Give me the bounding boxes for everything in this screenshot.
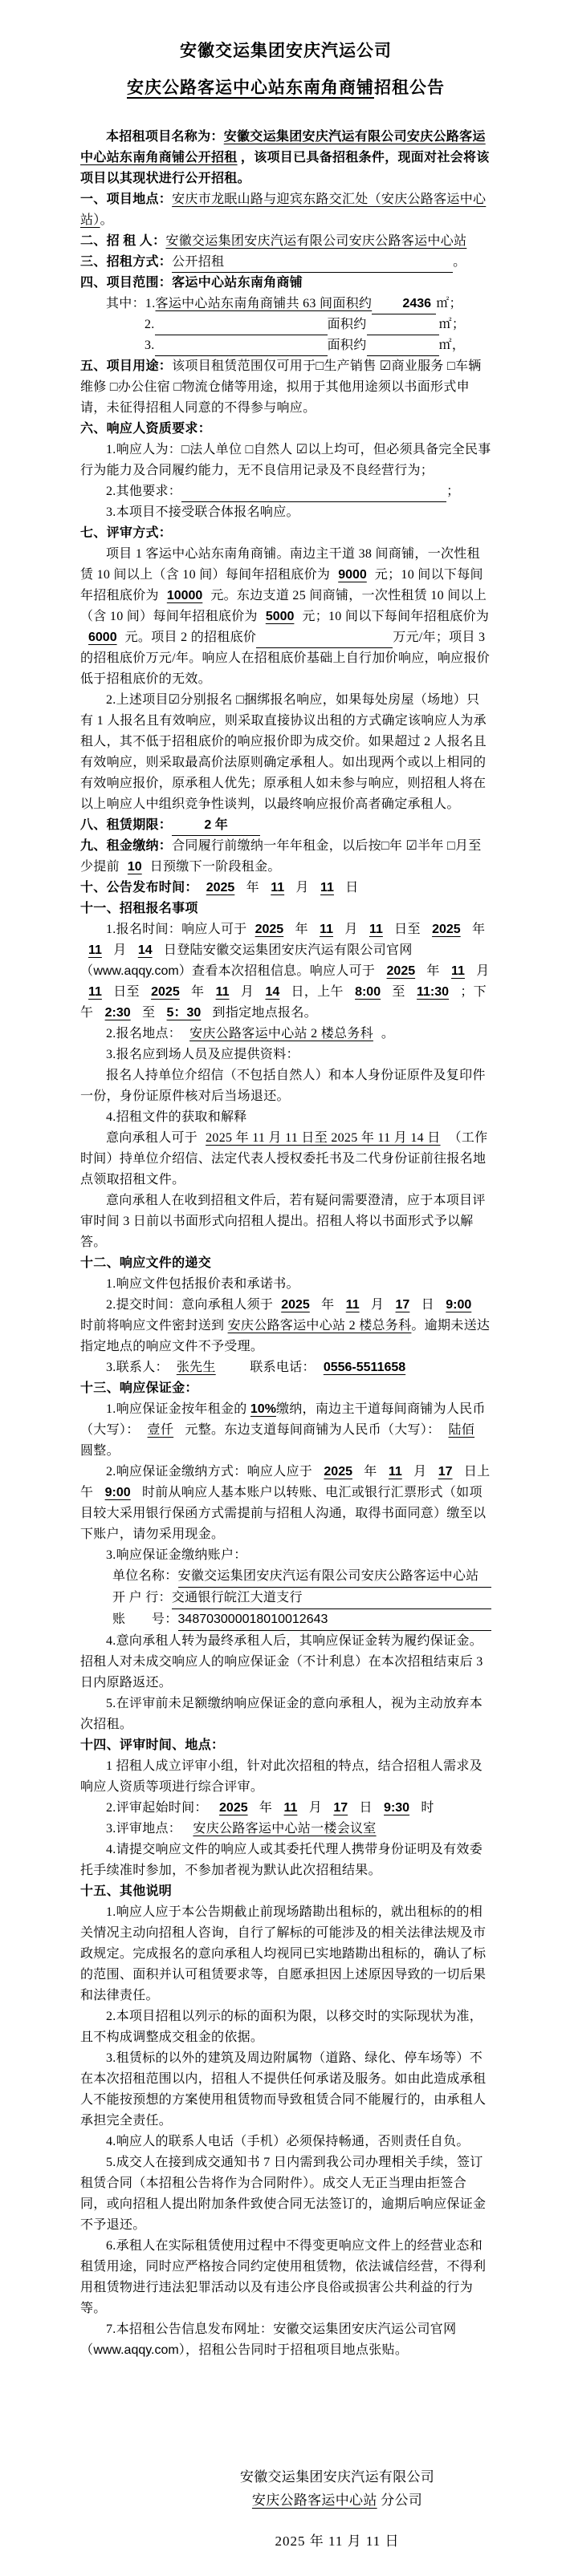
- text-run: 4.意向承租人转为最终承租人后，其响应保证金转为履约保证金。招租人对未成交响应人的响应保证金（不计利息）在本次招租结束后 3 日内原路返还。: [80, 1634, 483, 1690]
- filled-field-text: 壹仟: [147, 1423, 174, 1437]
- text-run: 年: [291, 923, 312, 936]
- text-run: 2.本项目招租以列示的标的面积为限，以移交时的实际现状为准，且不构成调整成交租金的依据。: [80, 2010, 483, 2044]
- text-run: ㎡；: [436, 297, 462, 310]
- filled-field-text: 2025 年 11 月 11 日至 2025 年 11 月 14 日: [206, 1131, 441, 1145]
- text-run: 客运中心站东南角商铺: [172, 276, 303, 290]
- filled-field-text: 11: [88, 985, 102, 999]
- text-run: 意向承租人可于: [106, 1131, 198, 1145]
- text-run: 2.提交时间：意向承租人须于: [106, 1298, 274, 1312]
- text-run: 1.响应文件包括报价表和承诺书。: [106, 1277, 299, 1291]
- paragraph-3: [80, 231, 491, 252]
- filled-field-text: 安徽交运集团安庆汽运有限公司安庆公路客运中心站: [178, 1566, 491, 1588]
- text-run: 月: [341, 923, 361, 936]
- text-run: 2.其他要求：: [106, 485, 182, 498]
- text-run: ，该项目已具备招租条件，现面对社会将该项目以其现状进行公开招租。: [80, 151, 490, 185]
- text-run: 。: [100, 213, 113, 227]
- signature-branch-underlined: 安庆公路客运中心站: [251, 2493, 377, 2508]
- paragraph-43: [80, 1798, 491, 1819]
- text-run: 十、公告发布时间：: [80, 881, 198, 895]
- filled-field-text: 2025: [324, 1465, 352, 1479]
- paragraph-37: [112, 1588, 491, 1609]
- text-run: 八、租赁期限：: [80, 818, 173, 832]
- text-run: 3.评审地点：: [106, 1822, 185, 1836]
- text-run: 日: [341, 881, 359, 895]
- text-run: 七、评审方式：: [80, 526, 173, 540]
- paragraph-15: [80, 544, 491, 690]
- paragraph-4: [80, 252, 491, 273]
- document-title-line2: [80, 74, 491, 103]
- filled-field-text: 0556-5511658: [323, 1361, 406, 1374]
- text-run: 元。东边支道 25 间商铺，一次性租赁 10 间以上（含 10 间）每间年招租底价为: [80, 589, 487, 623]
- filled-field-text: [256, 628, 393, 648]
- paragraph-51: [80, 2152, 491, 2236]
- text-run: 月: [109, 943, 130, 957]
- paragraph-14: [80, 523, 491, 544]
- text-run: 6.承租人在实际租赁使用过程中不得变更响应文件上的经营业态和租赁用途，同时应严格按合同约定使用租赁物，依法诚信经营，不得利用租赁物进行违法犯罪活动以及有违公序良俗或损害公共利益的行为等。: [80, 2239, 487, 2315]
- paragraph-41: [80, 1735, 491, 1756]
- text-run: 。逾期未送达指定地点的响应文件不予受理。: [80, 1319, 491, 1353]
- signature-date: 2025 年 11 月 11 日: [275, 2533, 400, 2549]
- text-run: 时前从响应人基本账户以转账、电汇或银行汇票形式（如项目较大采用银行保函方式需提前与招租人沟通，取得书面同意）缴至以下账户，请勿采用现金。: [80, 1486, 487, 1541]
- text-run: 元；10 间以下每间年招租底价为: [80, 568, 483, 602]
- text-run: 3.联系人：: [106, 1361, 169, 1374]
- text-run: 1.响应保证金按年租金的: [106, 1402, 250, 1416]
- title-underlined-part: 安庆公路客运中心站东南角商铺: [127, 79, 374, 97]
- filled-field-text: 11: [345, 1298, 360, 1312]
- filled-field-text: [155, 315, 328, 335]
- paragraph-42: [80, 1756, 491, 1798]
- text-run: 账 号：: [112, 1613, 178, 1626]
- text-run: 至: [389, 985, 409, 999]
- filled-field-text: 17: [333, 1801, 348, 1815]
- text-run: 3.租赁标的以外的建筑及周边附属物（道路、绿化、停车场等）不在本次招租范围以内，招租人不提供任何承诺及服务。如由此造成承租人不能按预想的方案使用租赁物而导致租赁合同不能履行的，由承租人承担完全责任。: [80, 2051, 487, 2128]
- filled-field-text: 2025: [432, 923, 461, 936]
- text-run: （工作时间）持单位介绍信、法定代表人授权委托书及二代身份证前往报名地点领取招租文件。: [80, 1131, 488, 1187]
- text-run: 。: [453, 255, 466, 269]
- text-run: 联系电话：: [223, 1361, 316, 1374]
- paragraph-5: [80, 273, 491, 294]
- text-run: 一、项目地点：: [80, 193, 173, 206]
- filled-field-text: [367, 336, 439, 356]
- filled-field-text: 2025: [386, 964, 416, 978]
- paragraph-28: [80, 1253, 491, 1274]
- filled-field-text: 10%: [250, 1402, 276, 1416]
- text-run: 日，上午: [287, 985, 348, 999]
- filled-field-text: 14: [137, 943, 153, 957]
- filled-field-text: 2025: [255, 923, 284, 936]
- text-run: 日预缴下一阶段租金。: [149, 860, 281, 874]
- filled-field-text: 2025: [281, 1298, 310, 1312]
- text-run: 万元/年；项目 3 的招租底价万元/年。响应人在招租底价基础上自行加价响应，响应报价低于招租底价的无效。: [80, 631, 491, 686]
- paragraph-19: [80, 878, 491, 899]
- text-run: 1.响应人为：□法人单位 □自然人 ☑以上均可，但必须具备完全民事行为能力及合同履约能力，无不良信用记录及不良经营行为；: [80, 443, 491, 477]
- paragraph-49: [80, 2048, 491, 2132]
- text-run: 十四、评审时间、地点：: [80, 1738, 225, 1752]
- filled-field-text: 5000: [265, 610, 295, 623]
- text-run: 十三、响应保证金：: [80, 1381, 198, 1395]
- paragraph-34: [80, 1462, 491, 1545]
- text-run: www.aqqy.com: [93, 2343, 179, 2357]
- text-run: 5.成交人在接到成交通知书 7 日内需到我公司办理相关手续，签订租赁合同（本招租公告将作为合同附件）。成交人无正当理由拒签合同，或向招租人提出附加条件致使合同无法签订的，逾期后响应保证金不予退还。: [80, 2156, 487, 2232]
- text-run: 四、项目范围：: [80, 276, 173, 290]
- text-run: 月: [409, 1465, 430, 1479]
- text-run: 4.响应人的联系人电话（手机）必须保持畅通，否则责任自负。: [106, 2135, 470, 2148]
- filled-field-text: 9000: [338, 568, 367, 582]
- filled-field-text: 陆佰: [448, 1423, 475, 1437]
- filled-field-text: 10000: [166, 589, 203, 602]
- text-run: 元整。东边支道每间商铺为人民币（大写）：: [181, 1423, 441, 1437]
- filled-field-text: 张先生: [176, 1361, 216, 1374]
- text-run: 开 户 行：: [112, 1591, 172, 1604]
- paragraph-16: [80, 690, 491, 815]
- text-run: 日至: [390, 923, 425, 936]
- filled-field-text: 6000: [88, 631, 117, 644]
- paragraph-26: [80, 1128, 491, 1191]
- text-run: 日上午: [80, 1465, 491, 1499]
- filled-field-text: 11: [451, 964, 465, 978]
- text-run: 十二、响应文件的递交: [80, 1256, 212, 1270]
- text-run: 2.: [145, 318, 155, 331]
- paragraph-32: [80, 1378, 491, 1399]
- text-run: 1.响应人应于本公告期截止前现场踏勘出租标的，就出租标的的相关情况主动向招租人咨询，自行了解标的可能涉及的相关法律法规及市政规定。完成报名的意向承租人均视同已实地踏勘出租标的，确认了标的范围、面积并认可租赁要求等，自愿承担因上述原因导致的一切后果和法律责任。: [80, 1905, 487, 2002]
- text-run: 合同履行前缴纳一年年租金，以后按□年 ☑半年 □月至少提前: [80, 839, 482, 874]
- paragraph-24: [80, 1065, 491, 1107]
- paragraph-7: [145, 314, 491, 335]
- text-run: 报名人持单位介绍信（不包括自然人）和本人身份证原件及复印件一份，身份证原件核对后当场退还。: [80, 1069, 486, 1103]
- paragraph-2: [80, 189, 491, 231]
- paragraph-30: [80, 1295, 491, 1357]
- text-run: 九、租金缴纳：: [80, 839, 173, 853]
- text-run: 4.招租文件的获取和解释: [106, 1110, 247, 1124]
- filled-field-text: 17: [438, 1465, 453, 1479]
- text-run: 到指定地点报名。: [209, 1006, 317, 1020]
- paragraph-10: [80, 419, 491, 440]
- text-run: 日: [417, 1298, 438, 1312]
- text-run: 。: [381, 1027, 395, 1041]
- document-title-line1: 安徽交运集团安庆汽运公司: [180, 42, 392, 60]
- filled-field-text: 5：30: [166, 1006, 202, 1020]
- text-run: 时: [417, 1801, 434, 1815]
- text-run: 1 招租人成立评审小组，针对此次招租的特点，结合招租人需求及响应人资质等项进行综合评审。: [80, 1759, 483, 1794]
- paragraph-13: [80, 502, 491, 523]
- document-body: [80, 127, 491, 2361]
- signature-company-line2: [233, 2489, 442, 2512]
- paragraph-6: [80, 294, 491, 314]
- text-run: 3.响应保证金缴纳账户：: [106, 1548, 247, 1562]
- filled-field-text: 2:30: [104, 1006, 131, 1020]
- text-run: 三、招租方式：: [80, 255, 173, 269]
- filled-field-text: 安庆市龙眠山路与迎宾东路交汇处（安庆公路客运中心站）: [80, 193, 487, 227]
- text-run: 2.报名地点：: [106, 1027, 182, 1041]
- filled-field-text: 9:00: [446, 1298, 472, 1312]
- filled-field-text: 8:00: [355, 985, 381, 999]
- text-run: 1.报名时间：响应人可于: [106, 923, 247, 936]
- filled-field-text: 9:30: [384, 1801, 410, 1815]
- text-run: 至: [138, 1006, 159, 1020]
- paragraph-44: [80, 1819, 491, 1840]
- text-run: 3.本项目不接受联合体报名响应。: [106, 505, 299, 519]
- text-run: 元。项目 2 的招租底价: [124, 631, 257, 644]
- paragraph-11: [80, 440, 491, 481]
- paragraph-38: [112, 1609, 491, 1631]
- text-run: 年: [423, 964, 444, 978]
- text-run: 7.本招租公告信息发布网址：安徽交运集团安庆汽运公司官网（: [80, 2322, 457, 2357]
- filled-field-text: 2 年: [172, 816, 260, 836]
- filled-field-text: 公开招租: [172, 253, 453, 273]
- filled-field-text: 9:00: [104, 1486, 131, 1499]
- filled-field-text: 安庆公路客运中心站 2 楼总务科: [189, 1027, 373, 1041]
- text-run: 日: [356, 1801, 377, 1815]
- paragraph-35: [80, 1545, 491, 1566]
- paragraph-21: [80, 919, 491, 1024]
- paragraph-20: [80, 899, 491, 919]
- text-run: 年: [317, 1298, 338, 1312]
- text-run: 单位名称：: [112, 1569, 178, 1583]
- text-run: 面积约: [327, 339, 367, 352]
- paragraph-12: [80, 481, 491, 502]
- filled-field-text: 2025: [219, 1801, 248, 1815]
- text-run: 3.报名应到场人员及应提供资料：: [106, 1048, 299, 1061]
- filled-field-text: 11: [88, 943, 102, 957]
- text-run: 五、项目用途：: [80, 359, 173, 373]
- text-run: 年: [255, 1801, 276, 1815]
- title-rest-part: 招租公告: [374, 79, 445, 97]
- text-run: 十一、招租报名事项: [80, 902, 198, 915]
- text-run: 该项目租赁范围仅可用于□生产销售 ☑商业服务 □车辆维修 □办公住宿 □物流仓储等用途，拟用于其他用途须以书面形式申请，未征得招租人同意的不得参与响应。: [80, 359, 482, 415]
- text-run: 圆整。: [80, 1444, 120, 1458]
- paragraph-31: [80, 1357, 491, 1378]
- text-run: 十五、其他说明: [80, 1884, 173, 1898]
- paragraph-22: [80, 1024, 491, 1045]
- text-run: 5.在评审前未足额缴纳响应保证金的意向承租人，视为主动放弃本次招租。: [80, 1697, 483, 1731]
- text-run: 时前将响应文件密封送到: [80, 1319, 228, 1333]
- text-run: 3.: [145, 339, 155, 352]
- filled-field-text: [155, 336, 328, 356]
- text-run: ；下午: [80, 985, 487, 1020]
- text-run: 意向承租人在收到招租文件后，若有疑问需要澄清，应于本项目评审时间 3 日前以书面形式向招租人提出。招租人将以书面形式予以解答。: [80, 1194, 486, 1249]
- text-run: 本招租项目名称为：: [106, 130, 224, 144]
- text-run: 月: [367, 1298, 388, 1312]
- text-run: 六、响应人资质要求：: [80, 422, 212, 436]
- text-run: 月: [305, 1801, 326, 1815]
- paragraph-9: [80, 356, 491, 419]
- filled-field-text: [181, 482, 446, 502]
- text-run: 月: [472, 964, 490, 978]
- text-run: www.aqqy.com: [93, 964, 179, 978]
- text-run: 年: [468, 923, 486, 936]
- paragraph-36: [112, 1566, 491, 1588]
- filled-field-text: 11: [320, 923, 334, 936]
- filled-field-text: 11: [215, 985, 230, 999]
- filled-field-text: 安徽交运集团安庆汽运有限公司安庆公路客运中心站东南角商铺公开招租: [80, 130, 486, 164]
- paragraph-53: [80, 2319, 491, 2361]
- paragraph-40: [80, 1694, 491, 1735]
- text-run: 二、招 租 人：: [80, 234, 166, 248]
- filled-field-text: 2025: [151, 985, 180, 999]
- filled-field-text: 交通银行皖江大道支行: [172, 1588, 491, 1609]
- filled-field-text: 348703000018010012643: [178, 1609, 491, 1631]
- text-run: 2.上述项目☑分别报名 □捆绑报名响应，如果每处房屋（场地）只有 1 人报名且有效响应，则采取直接协议出租的方式确定该响应人为承租人，其不低于招租底价的响应报价即为成交价。如果超过 2 人报名且有效响应，则采取最高价法原则确定承租人。如出现两个或以上相同的有效响应报价，原承租人优先；原承租人如未参与响应，则招租人将在以上响应人中组织竞争性谈判，以最终响应报价高者确定承租人。: [80, 693, 487, 811]
- filled-field-text: 11: [271, 881, 285, 895]
- paragraph-48: [80, 2006, 491, 2048]
- filled-field-text: 11: [320, 881, 334, 895]
- paragraph-17: [80, 815, 491, 836]
- text-run: 缴纳，南边主干道每间商铺为人民币（大写）：: [80, 1402, 486, 1437]
- filled-field-text: 11: [283, 1801, 298, 1815]
- text-run: ）查看本次招租信息。响应人可于: [178, 964, 379, 978]
- filled-field-text: 客运中心站东南角商铺共 63 间面积约: [155, 297, 373, 310]
- paragraph-27: [80, 1191, 491, 1253]
- filled-field-text: 14: [265, 985, 280, 999]
- paragraph-23: [80, 1045, 491, 1065]
- text-run: 项目 1 客运中心站东南角商铺。南边主干道 38 间商铺，一次性租赁 10 间以上（含 10 间）每间年招租底价为: [80, 547, 480, 582]
- text-run: 2.评审起始时间：: [106, 1801, 212, 1815]
- text-run: 日至: [109, 985, 144, 999]
- text-run: ；: [446, 485, 460, 498]
- filled-field-text: 11:30: [417, 985, 450, 999]
- paragraph-45: [80, 1840, 491, 1881]
- text-run: 年: [242, 881, 263, 895]
- paragraph-47: [80, 1902, 491, 2006]
- paragraph-39: [80, 1631, 491, 1694]
- paragraph-25: [80, 1107, 491, 1128]
- filled-field-text: [367, 315, 439, 335]
- text-run: ㎡；: [438, 318, 466, 331]
- text-run: 年: [360, 1465, 381, 1479]
- paragraph-1: [80, 127, 491, 189]
- text-run: ㎡，: [438, 339, 466, 352]
- paragraph-50: [80, 2132, 491, 2152]
- text-run: 元；10 间以下每间年招租底价为: [302, 610, 490, 623]
- filled-field-text: 2436: [372, 294, 436, 314]
- filled-field-text: 11: [369, 923, 383, 936]
- filled-field-text: 17: [395, 1298, 410, 1312]
- paragraph-29: [80, 1274, 491, 1295]
- filled-field-text: 安庆公路客运中心站 2 楼总务科: [227, 1319, 412, 1333]
- text-run: 日登陆安徽交运集团安庆汽运有限公司官网（: [80, 943, 413, 978]
- filled-field-text: 11: [388, 1465, 402, 1479]
- signature-company-line1: 安徽交运集团安庆汽运有限公司: [239, 2469, 435, 2485]
- paragraph-46: [80, 1881, 491, 1902]
- paragraph-33: [80, 1399, 491, 1462]
- filled-field-text: 2025: [206, 881, 235, 895]
- filled-field-text: 安徽交运集团安庆汽运有限公司安庆公路客运中心站: [165, 234, 467, 248]
- text-run: 月: [292, 881, 313, 895]
- paragraph-52: [80, 2236, 491, 2319]
- paragraph-8: [145, 335, 491, 356]
- paragraph-18: [80, 836, 491, 878]
- text-run: 月: [237, 985, 258, 999]
- filled-field-text: 安庆公路客运中心站一楼会议室: [193, 1822, 377, 1836]
- filled-field-text: 10: [127, 860, 142, 874]
- text-run: 年: [187, 985, 208, 999]
- text-run: 面积约: [327, 318, 367, 331]
- signature-branch-rest: 分公司: [377, 2493, 423, 2508]
- text-run: 其中：1.: [106, 297, 156, 310]
- text-run: 4.请提交响应文件的响应人或其委托代理人携带身份证明及有效委托手续准时参加，不参加者视为默认此次招租结果。: [80, 1843, 483, 1877]
- text-run: ），招租公告同时于招租项目地点张贴。: [178, 2343, 409, 2357]
- signature-block: [233, 2465, 442, 2553]
- text-run: 2.响应保证金缴纳方式：响应人应于: [106, 1465, 316, 1479]
